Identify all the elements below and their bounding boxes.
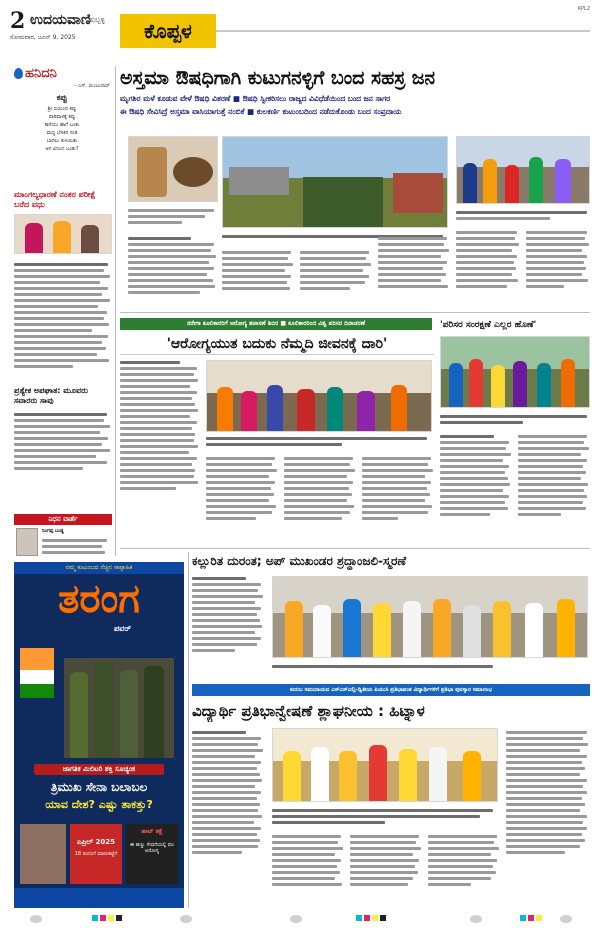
- obituary-body: [42, 536, 110, 558]
- ad-tagline: ನಮ್ಮ ಕುಟುಂಬದ ನೆಚ್ಚಿನ ಸಾಪ್ತಾಹಿಕ: [14, 562, 184, 574]
- ad-feature1: ಜಾಗತಿಕ ಮಿಲಿಟರಿ ಶಕ್ತಿ ಸೂಚ್ಯಂಕ: [34, 764, 164, 775]
- poem: [14, 105, 110, 153]
- health-story-headline: 'ಆರೋಗ್ಯಯುತ ಬದುಕು ನೆಮ್ಮದಿ ಜೀವನಕ್ಕೆ ದಾರಿ': [120, 334, 434, 355]
- medicine-photo: [128, 136, 218, 202]
- student-col1: [192, 728, 264, 908]
- left-story-2-body: [14, 410, 112, 496]
- top-story-sub1: ಮೃಗಶಿರ ಮಳೆ ಕೂಡುವ ವೇಳೆ ಔಷಧಿ ವಿತರಣೆ ■ ಔಷಧಿ ಸ್ವೀಕರಿಸಲು ರಾಜ್ಯದ ವಿವಿಧೆಡೆಯಿಂದ ಬಂದ ಜನ ಸಾಗರ: [120, 94, 391, 103]
- wedding-photo: [14, 214, 112, 254]
- poem-line: ಕಾಗೆಯು ಹಾಗೆ ಬಂತು: [44, 122, 80, 128]
- paper-name: ಉದಯವಾಣಿ: [30, 12, 91, 28]
- student-kicker-bar: [192, 684, 590, 696]
- column-box: [14, 66, 110, 186]
- top-story-col3: [300, 248, 372, 304]
- left-story-headline: ಮಾಂಗಲ್ಯಧಾರಣೆ ನಂತರ ಪರೀಕ್ಷೆ ಬರೆದ ವಧು: [14, 190, 96, 209]
- queue-photo: [456, 136, 590, 204]
- issue-date: ಸೋಮವಾರ, ಜೂನ್ 9, 2025: [10, 34, 76, 41]
- ad-issue-date: ಏಪ್ರಿಲ್ 2025: [76, 838, 116, 846]
- column-title-row: [14, 66, 110, 81]
- column-author: - ಎಸ್. ಮಂಜುನಾಥ್: [74, 83, 110, 89]
- section-rule: [120, 548, 590, 549]
- page-number: 2: [10, 8, 26, 34]
- tribute-story-headline: ಕಲ್ಲುರಿತ ದುರಂತ; ಅಪ್ ಮುಖಂಡರ ಶ್ರದ್ಧಾಂಜಲಿ-ಸ್ಮರಣೆ: [192, 554, 407, 568]
- tribute-photo-caption: [272, 662, 588, 672]
- env-story-col1: [440, 432, 512, 546]
- crowd-photo: [222, 136, 448, 228]
- ad-artwork: [14, 638, 184, 758]
- poem-line: ಆಗ ಏನಿಂದ ಬಂತು?: [45, 146, 79, 152]
- ad-issue: [70, 824, 122, 884]
- health-photo-caption: [206, 434, 432, 450]
- ad-promo: [126, 824, 178, 884]
- poem-line: ಬಾಗಿಲು ಕುಸಿಯಿತು: [46, 138, 78, 144]
- ad-issue-sub: 18 ರಂದಂಗೆ ಮಾರುಕಟ್ಟೆಗೆ: [74, 851, 118, 857]
- masthead-rule: [216, 30, 590, 32]
- student-story-headline: ವಿದ್ಯಾರ್ಥಿ ಪ್ರತಿಭಾನ್ವೇಷಣೆ ಶ್ಲಾಘನೀಯ : ಹಿಟ್ನಾಳ: [192, 702, 425, 720]
- ad-brand: ತರಂಗ: [58, 576, 140, 622]
- health-story-col1: [120, 358, 200, 542]
- poem-line: ಪಾರಿವಾಳಕ್ಕೆ ಕಪ್ಪು: [48, 114, 76, 120]
- edition-tag: ಹುಬ್ಬಳ್ಳಿ: [88, 16, 105, 24]
- medicine-photo-caption: [128, 206, 218, 228]
- top-story-col6: [526, 228, 590, 304]
- tribute-col1: [192, 574, 264, 678]
- tribute-photo: [272, 576, 588, 658]
- left-story: [14, 190, 112, 382]
- student-photo-caption: [272, 806, 498, 828]
- obituary-photo: [16, 528, 38, 556]
- ad-feature2: ತ್ರಿಮುಖ ಸೇನಾ ಬಲಾಬಲ: [50, 780, 148, 794]
- left-story-2-headline: ಪ್ರತ್ಯೇಕ ಅಪಘಾತ: ಮೂವರು ಸವಾರರು ಸಾವು: [14, 386, 88, 405]
- env-story-headline: 'ಪರಿಸರ ಸಂರಕ್ಷಣೆ ಎಲ್ಲರ ಹೊಣೆ': [440, 320, 537, 330]
- poem-line: ಮಧ್ಯ ಬೆಳಕಿನ ಸಂತ: [46, 130, 78, 136]
- student-story: [192, 700, 590, 910]
- drop-icon: [14, 68, 23, 79]
- queue-photo-caption: [456, 208, 590, 224]
- env-story-col2: [518, 432, 590, 546]
- ad-promo-label: ಹಾಟ್ ತಕ್ಷೆ: [141, 828, 163, 835]
- section-title-box: [120, 14, 216, 48]
- student-col3: [350, 832, 422, 908]
- poem-title: ಕಪ್ಪು: [56, 93, 68, 102]
- top-story-headline: ಅಸ್ತಮಾ ಔಷಧಿಗಾಗಿ ಕುಟುಗನಳ್ಳಿಗೆ ಬಂದ ಸಹಸ್ರ ಜನ: [120, 67, 436, 89]
- left-story-body: [14, 260, 112, 380]
- health-story-col2: [206, 454, 278, 542]
- ad-footer-bar: [14, 888, 184, 908]
- banner-strip-text: ನರೇಗಾ ಕೂಲಿಕಾರರಿಗೆ ಆರೋಗ್ಯ ತಪಾಸಣೆ ಶಿಬಿರ ■ ಕೂಲಿಕಾರರಿಂದ ವಿಶ್ವ ಪರಿಸರ ದಿನಾಚರಣೆ: [186, 320, 366, 327]
- section-rule: [120, 312, 590, 313]
- print-marks: [0, 912, 600, 928]
- env-photo: [440, 336, 590, 408]
- health-story: [120, 334, 434, 544]
- column-rule: [188, 552, 189, 908]
- left-story-2: [14, 386, 112, 506]
- masthead: [0, 0, 600, 62]
- page-code: KPL2: [577, 6, 590, 12]
- tribute-story: [192, 552, 590, 682]
- env-story: [440, 318, 590, 548]
- env-photo-caption: [440, 412, 590, 428]
- student-col5: [506, 728, 590, 908]
- health-story-col4: [362, 454, 434, 542]
- top-story: [120, 66, 590, 306]
- top-story-col4: [378, 234, 450, 304]
- column-rule: [115, 66, 116, 556]
- banner-strip: [120, 318, 432, 330]
- taranga-ad[interactable]: [14, 562, 184, 908]
- obituary-name: ನಿಂಗಪ್ಪ ಬುಡ್ಡ: [42, 528, 64, 534]
- student-col4: [428, 832, 500, 908]
- obituary: [14, 514, 112, 560]
- column-title: ಹನಿದನಿ: [25, 66, 57, 81]
- student-kicker: ಕುರುಬ ಸಮುದಾಯದ ಎಸ್ಎಸ್ಎಲ್ಸಿ-ದ್ವಿತೀಯ ಪಿಯುಸಿ ಪ್ರತಿಭಾವಂತ ವಿದ್ಯಾರ್ಥಿಗಳಿಗೆ ಪ್ರತಿಭಾ ಪುರಸ್ಕಾರ ಸಮಾರಂಭ: [290, 687, 492, 693]
- top-story-col5: [456, 228, 520, 304]
- health-story-col3: [284, 454, 356, 542]
- ad-promo-text: ಈ ಹಣ್ಣು ಸೇವನೆಯಲ್ಲಿ ಫಲ ಆರೋಗ್ಯ: [129, 842, 175, 854]
- ad-sub-brand: ಪವರ್: [114, 624, 132, 633]
- obituary-title: ನಿಧನ ವಾರ್ತೆ: [14, 514, 112, 525]
- health-camp-photo: [206, 360, 432, 432]
- top-story-col2: [222, 248, 294, 304]
- student-photo: [272, 728, 498, 802]
- ad-thumb-1: [20, 824, 66, 884]
- poem-line: ಶ್ರೀ ಬಿಯಿಂದ ಕಪ್ಪು: [47, 106, 77, 112]
- top-story-sub2: ಈ ಔಷಧಿ ಸೇವಿಸಿದ್ರೆ ಅಸ್ತಮಾ ವಾಸಿಯಾಗುತ್ತೆ ನಂಬಿಕೆ ■ ಕುಲಕರ್ಣಿ ಕುಟುಂಬದಿಂದ ನಡೆದುಕೊಂಡು ಬಂದ ಸಂಪ್ರದಾಯ: [120, 107, 402, 116]
- ad-feature3: ಯಾವ ದೇಶ? ಎಷ್ಟು ತಾಕತ್ತು?: [45, 798, 153, 811]
- student-col2: [272, 832, 344, 908]
- section-title: ಕೊಪ್ಪಳ: [144, 19, 192, 43]
- top-story-col1: [128, 234, 218, 304]
